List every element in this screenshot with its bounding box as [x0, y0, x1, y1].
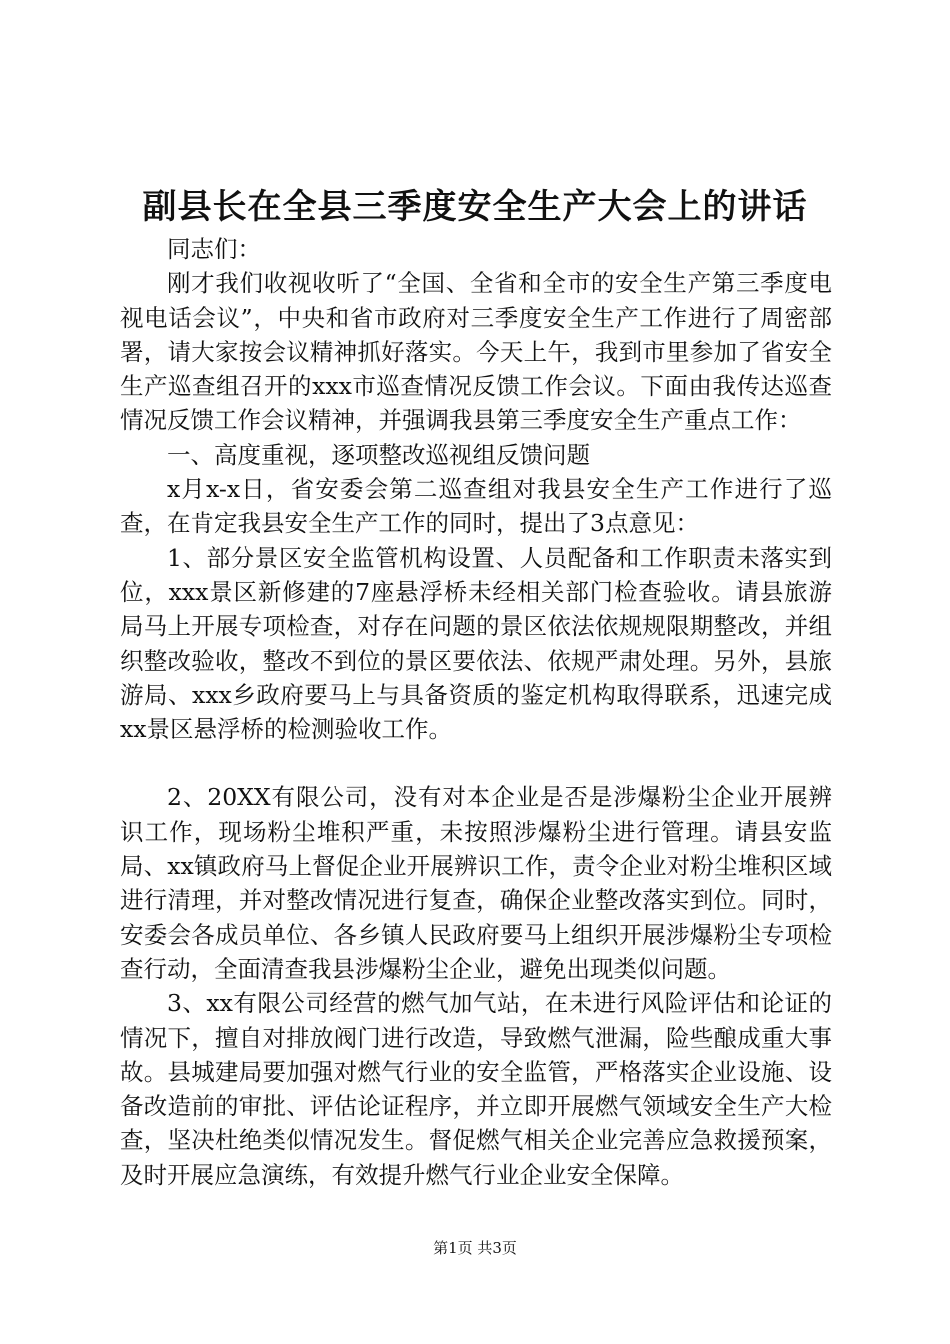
list-item: 3、xx有限公司经营的燃气加气站，在未进行风险评估和论证的情况下，擅自对排放阀门进行改造，导致燃气泄漏，险些酿成重大事故。县城建局要加强对燃气行业的安全监管，严格落实企业设施、设备改造前的审批、评估论证程序，并立即开展燃气领域安全生产大检查，坚决杜绝类似情况发生。督促燃气相关企业完善应急救援预案，及时开展应急演练，有效提升燃气行业企业安全保障。	[120, 989, 832, 1189]
section-heading: 一、高度重视，逐项整改巡视组反馈问题	[167, 440, 590, 469]
list-item: 1、部分景区安全监管机构设置、人员配备和工作职责未落实到位，xxx景区新修建的7座悬浮桥未经相关部门检查验收。请县旅游局马上开展专项检查，对存在问题的景区依法依规规限期整改，并组织整改验收，整改不到位的景区要依法、依规严肃处理。另外，县旅游局、xxx乡政府要马上与具备资质的鉴定机构取得联系，迅速完成xx景区悬浮桥的检测验收工作。	[120, 543, 832, 744]
list-item: 2、20XX有限公司，没有对本企业是否是涉爆粉尘企业开展辨识工作，现场粉尘堆积严重，未按照涉爆粉尘进行管理。请县安监局、xx镇政府马上督促企业开展辨识工作，责令企业对粉尘堆积区域进行清理，并对整改情况进行复查，确保企业整改落实到位。同时，安委会各成员单位、各乡镇人民政府要马上组织开展涉爆粉尘专项检查行动，全面清查我县涉爆粉尘企业，避免出现类似问题。	[120, 783, 832, 983]
body-paragraph: x月x-x日，省安委会第二巡查组对我县安全生产工作进行了巡查，在肯定我县安全生产工作的同时，提出了3点意见：	[120, 475, 832, 538]
body-paragraph: 刚才我们收视收听了“全国、全省和全市的安全生产第三季度电视电话会议”，中央和省市政府对三季度安全生产工作进行了周密部署，请大家按会议精神抓好落实。今天上午，我到市里参加了省安全生产巡查组召开的xxx市巡查情况反馈工作会议。下面由我传达巡查情况反馈工作会议精神，并强调我县第三季度安全生产重点工作：	[120, 269, 832, 435]
salutation: 同志们：	[167, 235, 261, 263]
document-title: 副县长在全县三季度安全生产大会上的讲话	[142, 187, 808, 227]
page-footer: 第1页 共3页	[433, 1239, 517, 1257]
document-body	[120, 232, 832, 1192]
